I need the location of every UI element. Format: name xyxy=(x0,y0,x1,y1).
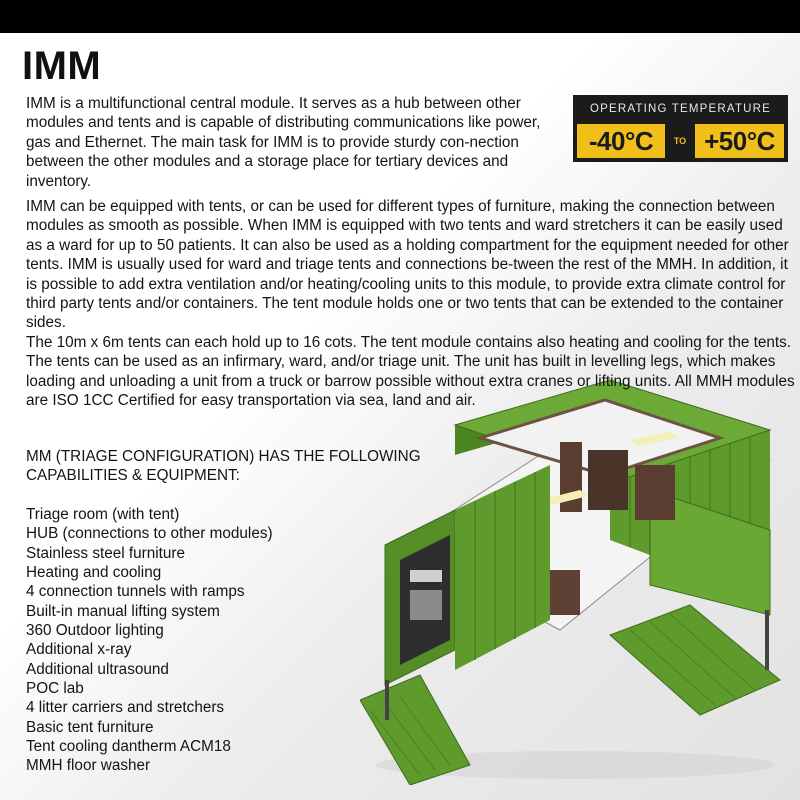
list-item: 4 litter carriers and stretchers xyxy=(26,699,225,717)
list-item: 4 connection tunnels with ramps xyxy=(26,583,245,601)
list-item: 360 Outdoor lighting xyxy=(26,622,164,640)
tent-details-paragraph: The 10m x 6m tents can each hold up to 16 cots. The tent module contains also heating and cooling for the tents. The tents can be used as an infirmary, ward, and/or triage unit. The unit has built in levelling legs, which makes loading and unloading a unit from a truck or barrow possible without extra cranes or lifting units. All MMH modules are ISO 1CC Certified for easy transportation via sea, land and air. xyxy=(26,334,795,410)
list-item: Additional ultrasound xyxy=(26,660,169,678)
list-item: Stainless steel furniture xyxy=(26,544,185,562)
top-bar xyxy=(0,0,800,33)
list-item: Triage room (with tent) xyxy=(26,506,180,523)
temperature-max: +50°C xyxy=(695,124,784,158)
temperature-label: OPERATING TEMPERATURE xyxy=(589,103,772,115)
list-item: MMH floor washer xyxy=(26,757,151,775)
capabilities-list xyxy=(26,505,273,776)
list-item: Basic tent furniture xyxy=(26,718,154,736)
temperature-separator: TO xyxy=(673,136,687,146)
list-item: Heating and cooling xyxy=(26,564,162,582)
list-item: Additional x-ray xyxy=(26,641,132,659)
container-module-illustration xyxy=(360,370,790,785)
list-item: POC lab xyxy=(26,680,84,698)
list-item: Tent cooling dantherm ACM18 xyxy=(26,738,231,756)
list-item: Built-in manual lifting system xyxy=(26,602,220,620)
list-item: HUB (connections to other modules) xyxy=(26,525,273,543)
temperature-min: -40°C xyxy=(577,124,665,158)
intro-paragraph: IMM is a multifunctional central module. It serves as a hub between other modules and tents and is capable of distributing communications like power, gas and Ethernet. The main task for IMM is to provide sturdy con-nection between the other modules and a storage place for tertiary devices and inventory. xyxy=(26,95,541,190)
operating-temperature-badge xyxy=(573,95,788,162)
capabilities-heading: MM (TRIAGE CONFIGURATION) HAS THE FOLLOWING CAPABILITIES & EQUIPMENT: xyxy=(26,448,421,485)
page-title: IMM xyxy=(22,44,102,88)
description-paragraph: IMM can be equipped with tents, or can be used for different types of furniture, making the connection between modules as smooth as possible. When IMM is equipped with two tents and ward stretchers it can be easily used as a ward for up to 50 patients. It can also be used as a holding compartment for the equipment needed for other tents. IMM is usually used for ward and triage tents and connections be-tween the rest of the MMH. In addition, it is possible to add extra ventilation and/or heating/cooling units to this module, to provide extra climate control for third party tents and/or containers. The tent module holds one or two tents that can be extended to the container sides. xyxy=(26,198,789,332)
